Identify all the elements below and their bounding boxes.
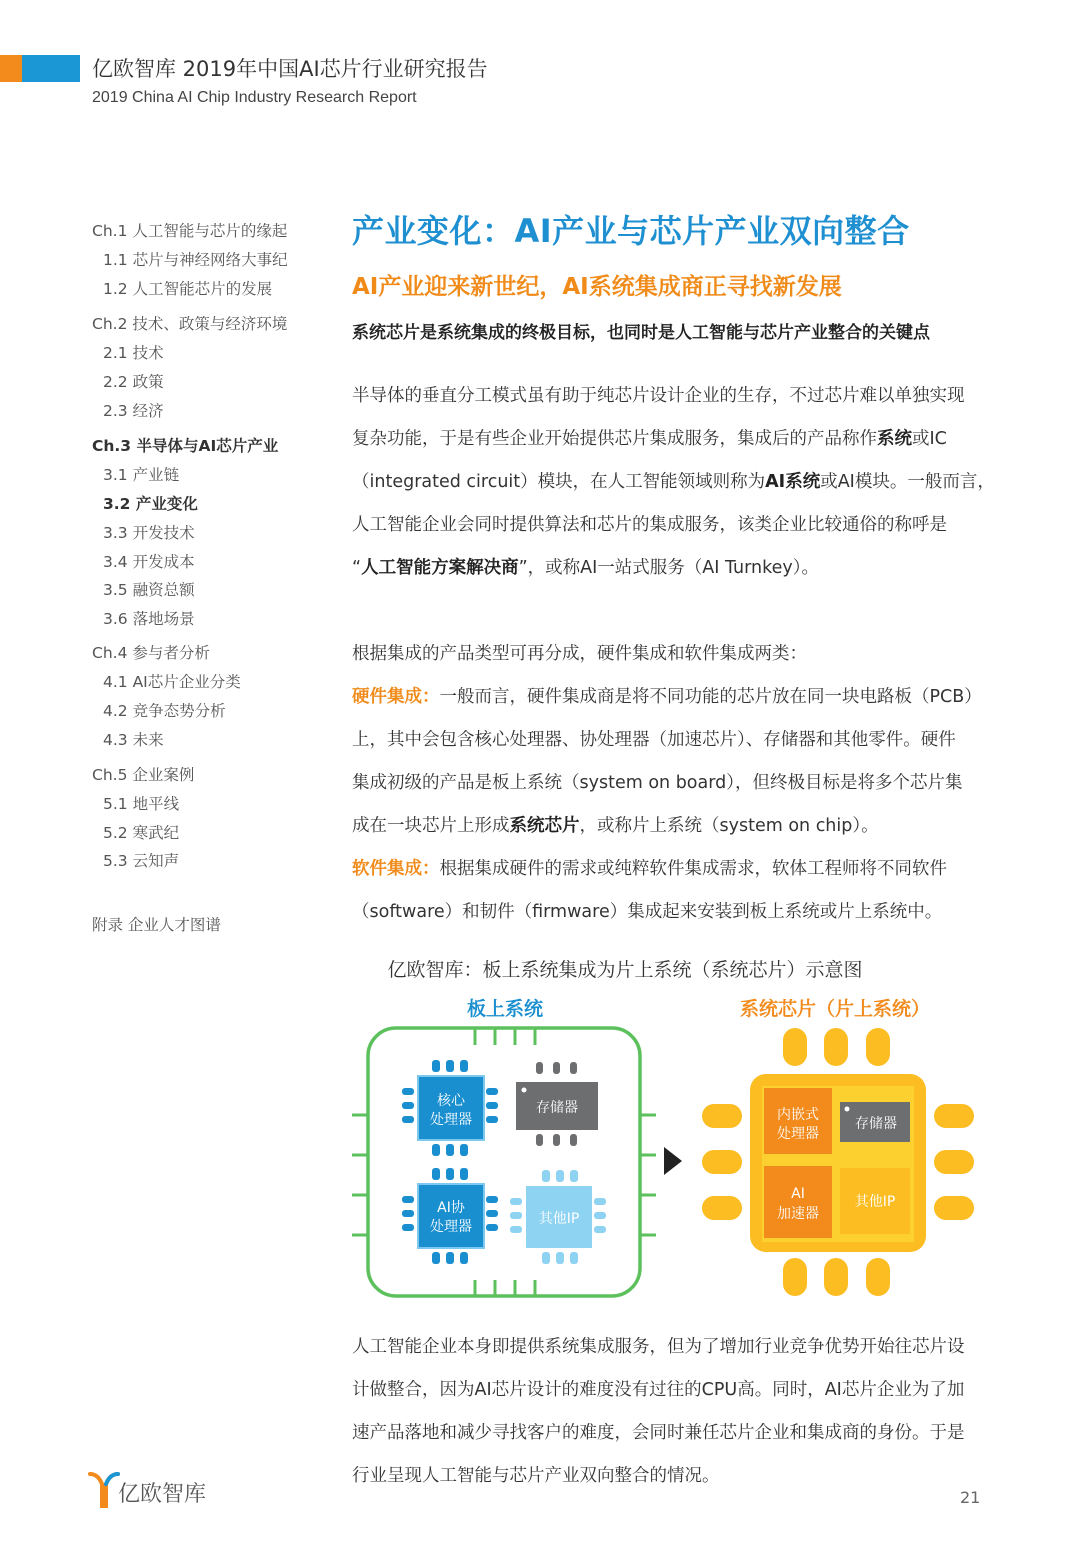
- ai-coprocessor-chip: [402, 1168, 498, 1264]
- p2-line-5: [352, 812, 879, 837]
- toc-item-5-2[interactable]: 5.2 寒武纪: [103, 824, 180, 842]
- toc-item-3-4[interactable]: 3.4 开发成本: [103, 553, 195, 571]
- p3-line-3: 速产品落地和减少寻找客户的难度，会同时兼任芯片企业和集成商的身份。于是: [352, 1423, 965, 1443]
- p2-text: ，或称片上系统（system on chip）。: [579, 816, 879, 836]
- p2-line-2: [352, 683, 982, 708]
- board-memory-chip: [516, 1062, 598, 1146]
- toc-item-1-1[interactable]: 1.1 芯片与神经网络大事纪: [103, 251, 288, 269]
- p2-line-3: 上，其中会包含核心处理器、协处理器（加速芯片）、存储器和其他零件。硬件: [352, 730, 956, 750]
- header-accent-blue: [22, 55, 80, 82]
- ai-accelerator-label: 加速器: [777, 1206, 819, 1222]
- key-point: 系统芯片是系统集成的终极目标，也同时是人工智能与芯片产业整合的关键点: [352, 323, 930, 343]
- toc-item-5-3[interactable]: 5.3 云知声: [103, 852, 180, 870]
- report-title: 亿欧智库 2019年中国AI芯片行业研究报告: [92, 57, 488, 81]
- board-system-label: 板上系统: [466, 998, 544, 1020]
- soc-integration-diagram: [350, 990, 1000, 1310]
- p2-line-1: 根据集成的产品类型可再分成，硬件集成和软件集成两类：: [352, 644, 807, 664]
- logo-icon: [90, 1474, 118, 1506]
- toc-item-3-3[interactable]: 3.3 开发技术: [103, 524, 195, 542]
- p1-line-4: 人工智能企业会同时提供算法和芯片的集成服务，该类企业比较通俗的称呼是: [352, 515, 947, 535]
- p2-text: 成在一块芯片上形成: [352, 816, 510, 836]
- arrow-right-icon: [664, 1147, 682, 1175]
- toc-item-ch1[interactable]: Ch.1 人工智能与芯片的缘起: [92, 222, 288, 240]
- board-system: [352, 1028, 656, 1297]
- page-number: 21: [960, 1488, 981, 1507]
- p2-line-6: [352, 855, 947, 880]
- p1-bold-ai-system: AI系统: [765, 472, 821, 492]
- paragraph-1: [352, 382, 997, 582]
- p1-text: 或AI模块。一般而言，: [820, 472, 995, 492]
- p1-line-1: 半导体的垂直分工模式虽有助于纯芯片设计企业的生存，不过芯片难以单独实现: [352, 386, 965, 406]
- toc-item-4-1[interactable]: 4.1 AI芯片企业分类: [103, 673, 241, 691]
- header-accent-orange: [0, 55, 22, 82]
- logo-text: 亿欧智库: [118, 1482, 207, 1507]
- p1-bold-solution: 人工智能方案解决商: [361, 558, 519, 578]
- p2-text: 一般而言，硬件集成商是将不同功能的芯片放在同一块电路板（PCB）: [439, 687, 982, 707]
- toc-item-ch5[interactable]: Ch.5 企业案例: [92, 766, 195, 784]
- p1-text: 复杂功能，于是有些企业开始提供芯片集成服务，集成后的产品称作: [352, 429, 877, 449]
- soc-memory-label: 存储器: [855, 1116, 897, 1132]
- embedded-processor-label: 处理器: [777, 1126, 819, 1142]
- p2-line-7: （software）和韧件（firmware）集成起来安装到板上系统或片上系统中。: [352, 902, 943, 922]
- p1-bold-system: 系统: [877, 429, 912, 449]
- board-other-ip-label: 其他IP: [538, 1211, 580, 1227]
- figure-title: 亿欧智库：板上系统集成为片上系统（系统芯片）示意图: [387, 959, 863, 981]
- ai-accelerator-label: AI: [791, 1186, 805, 1202]
- toc-item-5-1[interactable]: 5.1 地平线: [103, 795, 180, 813]
- toc-item-2-1[interactable]: 2.1 技术: [103, 344, 164, 362]
- p2-text: 根据集成硬件的需求或纯粹软件集成需求，软体工程师将不同软件: [439, 859, 947, 879]
- core-processor-label: 处理器: [430, 1112, 472, 1128]
- toc-item-ch2[interactable]: Ch.2 技术、政策与经济环境: [92, 315, 288, 333]
- ai-coprocessor-label: 处理器: [430, 1219, 472, 1235]
- p3-line-2: 计做整合，因为AI芯片设计的难度没有过往的CPU高。同时，AI芯片企业为了加: [352, 1380, 965, 1400]
- toc-item-3-1[interactable]: 3.1 产业链: [103, 466, 180, 484]
- paragraph-3: [352, 1333, 997, 1493]
- board-other-ip-chip: [510, 1170, 606, 1264]
- board-memory-label: 存储器: [536, 1100, 578, 1116]
- soc-other-ip-label: 其他IP: [854, 1194, 896, 1210]
- software-integration-label: 软件集成：: [352, 859, 440, 879]
- soc-label: 系统芯片（片上系统）: [739, 998, 931, 1020]
- p1-text: 或IC: [912, 429, 947, 449]
- p1-line-5: [352, 554, 819, 579]
- company-logo: [88, 1470, 228, 1510]
- p3-line-1: 人工智能企业本身即提供系统集成服务，但为了增加行业竞争优势开始往芯片设: [352, 1337, 965, 1357]
- toc-item-2-2[interactable]: 2.2 政策: [103, 373, 164, 391]
- embedded-processor-label: 内嵌式: [777, 1107, 819, 1123]
- core-processor-chip: [402, 1060, 498, 1156]
- p3-line-4: 行业呈现人工智能与芯片产业双向整合的情况。: [352, 1466, 720, 1486]
- toc-item-4-2[interactable]: 4.2 竞争态势分析: [103, 702, 226, 720]
- p1-text: ”，或称AI一站式服务（AI Turnkey）。: [518, 558, 819, 578]
- system-on-chip: [702, 1028, 974, 1296]
- core-processor-label: 核心: [437, 1093, 465, 1109]
- toc-item-3-2[interactable]: 3.2 产业变化: [103, 495, 198, 513]
- p1-line-2: [352, 425, 947, 450]
- ai-coprocessor-label: AI协: [437, 1200, 465, 1216]
- p1-line-3: [352, 468, 995, 493]
- toc-item-ch4[interactable]: Ch.4 参与者分析: [92, 644, 210, 662]
- report-subtitle: 2019 China AI Chip Industry Research Report: [92, 89, 417, 106]
- p1-text: （integrated circuit）模块，在人工智能领域则称为: [352, 472, 766, 492]
- section-subtitle: AI产业迎来新世纪，AI系统集成商正寻找新发展: [352, 274, 842, 300]
- toc-item-1-2[interactable]: 1.2 人工智能芯片的发展: [103, 280, 273, 298]
- toc-item-ch3[interactable]: Ch.3 半导体与AI芯片产业: [92, 437, 279, 455]
- toc-item-3-5[interactable]: 3.5 融资总额: [103, 581, 195, 599]
- toc-item-2-3[interactable]: 2.3 经济: [103, 402, 164, 420]
- toc-item-appendix[interactable]: 附录 企业人才图谱: [92, 916, 221, 934]
- p2-line-4: 集成初级的产品是板上系统（system on board），但终极目标是将多个芯片集: [352, 773, 963, 793]
- toc-item-4-3[interactable]: 4.3 未来: [103, 731, 164, 749]
- paragraph-2: [352, 640, 997, 930]
- p1-text: “: [352, 558, 362, 578]
- p2-bold-soc: 系统芯片: [509, 816, 580, 836]
- page-title: 产业变化：AI产业与芯片产业双向整合: [352, 212, 910, 250]
- hardware-integration-label: 硬件集成：: [352, 687, 440, 707]
- toc-item-3-6[interactable]: 3.6 落地场景: [103, 610, 195, 628]
